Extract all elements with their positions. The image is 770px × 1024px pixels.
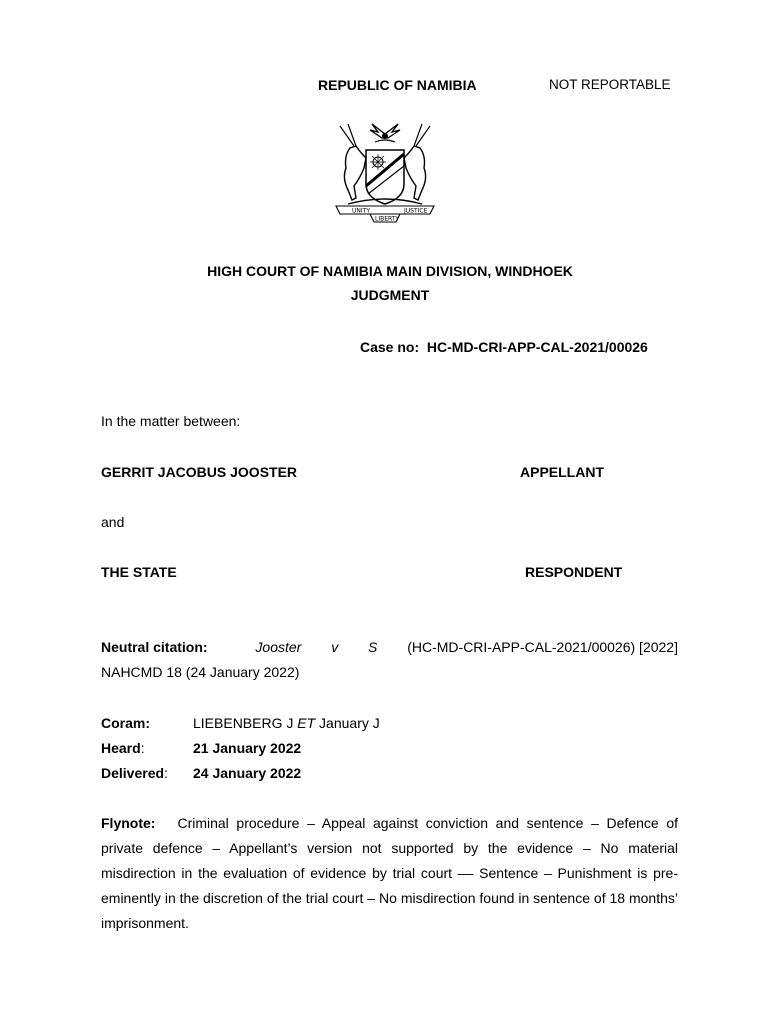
- appellant-name: GERRIT JACOBUS JOOSTER: [101, 464, 298, 480]
- judgment-title: JUDGMENT: [350, 287, 430, 303]
- neutral-citation-line2: NAHCMD 18 (24 January 2022): [101, 664, 300, 680]
- respondent-name: THE STATE: [101, 564, 177, 580]
- coram-value: [193, 715, 380, 731]
- appellant-role: APPELLANT: [520, 464, 604, 480]
- motto-justice: JUSTICE: [404, 207, 428, 215]
- coram-et: ET: [297, 715, 316, 731]
- delivered-value: 24 January 2022: [193, 765, 302, 781]
- citation-reference: (HC-MD-CRI-APP-CAL-2021/00026) [2022]: [407, 639, 678, 655]
- flynote-paragraph: [101, 811, 678, 936]
- delivered-label: Delivered: [101, 765, 165, 781]
- citation-case-name-1: Jooster: [255, 639, 302, 655]
- heard-label: Heard: [101, 740, 141, 756]
- heard-value: 21 January 2022: [193, 740, 302, 756]
- coat-of-arms-emblem: [330, 106, 440, 226]
- delivered-colon: :: [164, 765, 168, 781]
- parties-intro: In the matter between:: [101, 413, 241, 429]
- case-number-value: HC-MD-CRI-APP-CAL-2021/00026: [426, 339, 648, 355]
- flynote-label: Flynote:: [101, 815, 156, 831]
- motto-liberty: LIBERTY: [375, 215, 400, 223]
- neutral-citation-line1: [101, 639, 678, 655]
- citation-case-name-2: S: [368, 639, 378, 655]
- republic-heading: REPUBLIC OF NAMIBIA: [318, 77, 477, 93]
- flynote-text: Criminal procedure – Appeal against conviction and sentence – Defence of private defence – Appellant’s version not supported by the evidence – No material misdirection in the evaluation of evidence by trial court –– Sentence – Punishment is pre-eminently in the discretion of the trial court – No misdirection found in sentence of 18 months’ imprisonment.: [101, 815, 678, 931]
- case-number-label: Case no:: [360, 339, 420, 355]
- and-connector: and: [101, 514, 125, 530]
- citation-case-name-v: v: [331, 639, 339, 655]
- coram-label: Coram:: [101, 715, 151, 731]
- coram-rest: January J: [319, 715, 380, 731]
- motto-unity: UNITY: [352, 207, 370, 215]
- heard-colon: :: [140, 740, 145, 756]
- court-title: HIGH COURT OF NAMIBIA MAIN DIVISION, WINDHOEK: [207, 263, 573, 279]
- delivered-label-wrap: [101, 765, 168, 781]
- heard-label-wrap: [101, 740, 145, 756]
- coram-judge: LIEBENBERG J: [193, 715, 294, 731]
- citation-label: Neutral citation:: [101, 639, 208, 655]
- case-number: [360, 339, 648, 355]
- respondent-role: RESPONDENT: [525, 564, 623, 580]
- reportable-status: NOT REPORTABLE: [549, 77, 671, 92]
